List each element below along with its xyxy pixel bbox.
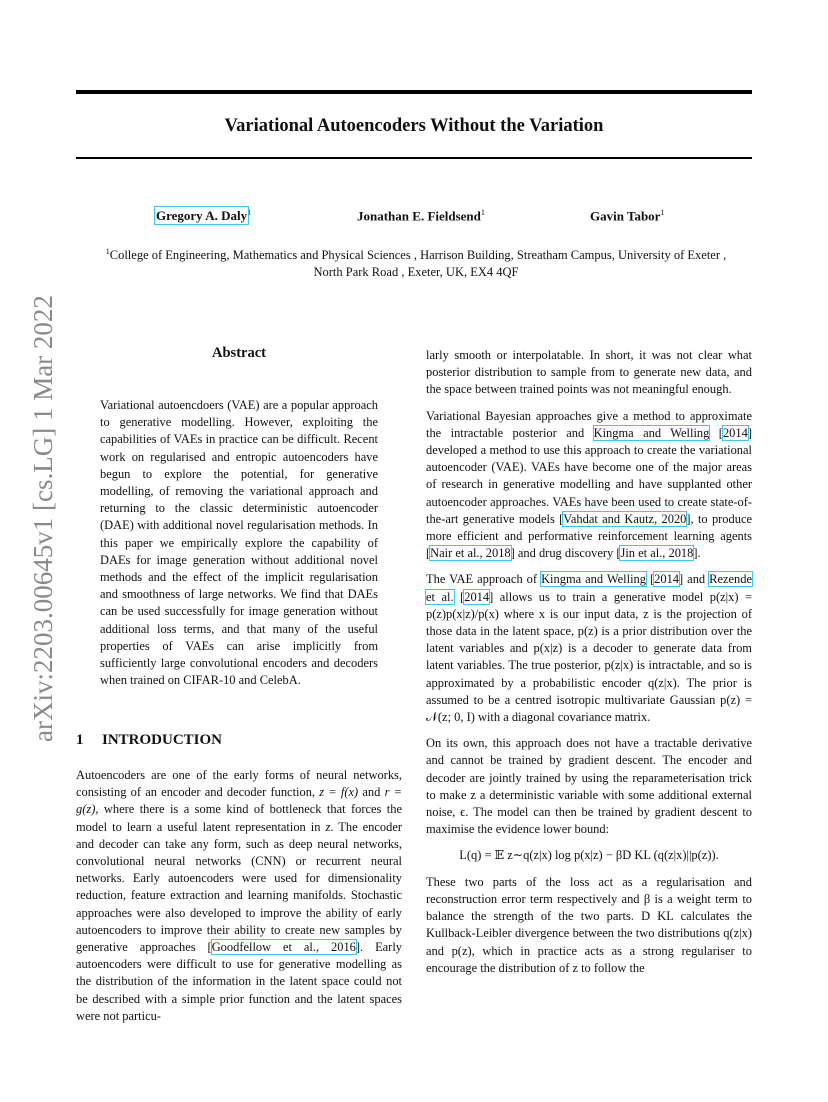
- affiliation-line-2: North Park Road , Exeter, UK, EX4 4QF: [313, 265, 519, 280]
- rp2-text-b: developed a method to use this approach to create the variational autoencoder (VAE). VAEs have become one of the major areas of research in generative modelling and have supplanted other autoencoder approaches. VAEs have been used to create state-of-the-art generative models [: [426, 443, 752, 526]
- author-3-sup: 1: [660, 208, 665, 217]
- right-paragraph-3: The VAE approach of Kingma and Welling [2014] and Rezende et al. [2014] allows us to train a generative model p(z|x) = p(z)p(x|z)/p(x) where x is our input data, z is the projection of those data in the latent space, p(z) is a prior distribution over the latent variables and p(x|z) is a decoder to generate data from latent variables. The true posterior, p(z|x) is intractable, and so is approximated by a probabilistic encoder q(z|x). The prior is assumed to be a centred isotropic multivariate Gaussian p(z) = 𝒩(z; 0, I) with a diagonal covariance matrix.: [426, 572, 752, 725]
- rp3-text-a: The VAE approach of: [426, 572, 542, 587]
- elbo-equation: L(q) = 𝔼 z∼q(z|x) log p(x|z) − βD KL (q(z|x)||p(z)).: [459, 848, 719, 863]
- paper-title: Variational Autoencoders Without the Variation: [224, 116, 604, 136]
- right-column: [426, 347, 752, 986]
- intro-text-c: , where there is a some kind of bottleneck that forces the model to learn a useful latent representation in: [76, 802, 402, 834]
- intro-math-2: r = g(z): [76, 785, 403, 817]
- intro-text-b: and: [358, 785, 385, 800]
- rp3-text-b: and: [683, 572, 710, 587]
- section-heading: [76, 732, 222, 749]
- citation-jin[interactable]: Jin et al., 2018: [620, 546, 694, 561]
- author-1[interactable]: [156, 208, 251, 224]
- arxiv-stamp: arXiv:2203.00645v1 [cs.LG] 1 Mar 2022: [28, 295, 58, 743]
- rp2-text-c: ], to produce more efficient and performative reinforcement learning agents [: [426, 511, 752, 561]
- intro-math-1: z = f(x): [319, 785, 359, 800]
- affiliation-line-1: College of Engineering, Mathematics and Physical Sciences , Harrison Building, Streatham Campus, University of Exeter ,: [109, 248, 727, 263]
- affiliation: [76, 243, 756, 281]
- rp3-text-c: allows us to train a generative model p(z|x) = p(z)p(x|z)/p(x) where x is our input data, z is the projection of those data in the latent space, p(z) is a prior distribution over the latent variables and p(x|z) is a decoder to generate data from latent variables. The true posterior, p(z|x) is intractable, and so is approximated by a probabilistic encoder q(z|x). The prior is assumed to be a centred isotropic multivariate Gaussian p(z) = 𝒩(z; 0, I) with a diagonal covariance matrix.: [426, 589, 752, 725]
- right-paragraph-5: These two parts of the loss act as a regularisation and reconstruction error term respectively and β is a weight term to balance the strength of the two parts. D KL calculates the Kullback-Leibler divergence between the two distributions q(z|x) and p(z), which in practice acts as a strong regulariser to encourage the distribution of z to follow the: [426, 874, 752, 975]
- author-2-sup: 1: [480, 208, 485, 217]
- citation-kingma-welling-2[interactable]: Kingma and Welling: [541, 572, 646, 587]
- author-2-name: Jonathan E. Fieldsend: [357, 208, 481, 224]
- section-number: 1: [76, 732, 84, 748]
- rp2-text-a: Variational Bayesian approaches give a method to approximate the intractable posterior and: [426, 408, 752, 440]
- abstract-text: Variational autoencdoers (VAE) are a popular approach to generative modelling. However, exploiting the capabilities of VAEs in practice can be difficult. Recent work on regularised and entropic autoencoders have begun to explore the potential, for generative modelling, of removing the variational approach and returning to the classic deterministic autoencoder (DAE) with additional novel regularisation methods. In this paper we empirically explore the capability of DAEs for image generation without additional novel methods and the effect of the implicit regularisation and smoothness of large networks. We find that DAEs can be used successfully for image generation without additional loss terms, and that many of the useful properties of VAEs can arise implicitly from sufficiently large convolutional encoders and decoders when trained on CIFAR-10 and CelebA.: [100, 398, 378, 688]
- intro-text-d: . The encoder and decoder can take any form, such as deep neural networks, convolutional neural networks (CNN) or recurrent neural networks. Early autoencoders were used for dimensionality reduction, feature extraction and learning manifolds. Stochastic approaches were also developed to improve the ability of early autoencoders to improve their ability to create new samples by generative approaches [: [76, 819, 402, 955]
- citation-kingma-year[interactable]: 2014: [722, 425, 748, 440]
- citation-nair[interactable]: Nair et al., 2018: [430, 546, 511, 561]
- author-1-link[interactable]: Gregory A. Daly: [156, 208, 248, 224]
- citation-rezende[interactable]: Rezende et al.: [426, 572, 752, 604]
- title-rule-thin: [76, 157, 752, 159]
- intro-paragraph-1: [76, 767, 402, 1025]
- citation-kingma-year-2[interactable]: 2014: [654, 572, 679, 587]
- affiliation-sup: 1: [105, 247, 110, 256]
- author-1-sup: 1: [247, 208, 252, 217]
- rp2-text-e: ].: [693, 546, 701, 561]
- citation-kingma-welling[interactable]: Kingma and Welling: [593, 425, 710, 440]
- citation-goodfellow[interactable]: Goodfellow et al., 2016: [211, 940, 356, 955]
- citation-rezende-year[interactable]: 2014: [464, 589, 490, 604]
- section-title: INTRODUCTION: [102, 732, 223, 748]
- right-paragraph-2: Variational Bayesian approaches give a method to approximate the intractable posterior and Kingma and Welling [2014] developed a method to use this approach to create the variational autoencoder (VAE). VAEs have become one of the major areas of research in generative modelling and have supplanted other autoencoder approaches. VAEs have been used to create state-of-the-art generative models [Vahdat and Kautz, 2020], to produce more efficient and performative reinforcement learning agents [Nair et al., 2018] and drug discovery [Jin et al., 2018].: [426, 408, 752, 561]
- top-rule-thick: [76, 90, 752, 94]
- right-paragraph-1: larly smooth or interpolatable. In short, it was not clear what posterior distribution to sample from to generate new data, and the space between trained points was not meaningful enough.: [426, 348, 752, 397]
- abstract-heading: Abstract: [212, 345, 266, 361]
- intro-left-column: [76, 767, 402, 1034]
- author-2: [357, 208, 485, 224]
- intro-text-e: ]. Early autoencoders were difficult to use for generative modelling as the distribution of the information in the latent space could not be described with a simple prior function and the latent spaces were not particu-: [76, 940, 403, 1023]
- citation-vahdat[interactable]: Vahdat and Kautz, 2020: [563, 511, 687, 526]
- author-3: [590, 208, 664, 224]
- abstract-body: [100, 397, 378, 698]
- intro-text-a: Autoencoders are one of the early forms of neural networks, consisting of an encoder and decoder function,: [76, 768, 402, 800]
- right-paragraph-4: On its own, this approach does not have a tractable derivative and cannot be trained by gradient descent. The encoder and decoder are jointly trained by using the reparameterisation trick to make z a deterministic variable with some additional external noise, ϵ. The model can then be trained by gradient descent to maximise the evidence lower bound:: [426, 736, 752, 837]
- author-3-name: Gavin Tabor: [590, 208, 661, 224]
- rp2-text-d: ] and drug discovery [: [510, 546, 621, 561]
- intro-math-3: z: [325, 819, 331, 834]
